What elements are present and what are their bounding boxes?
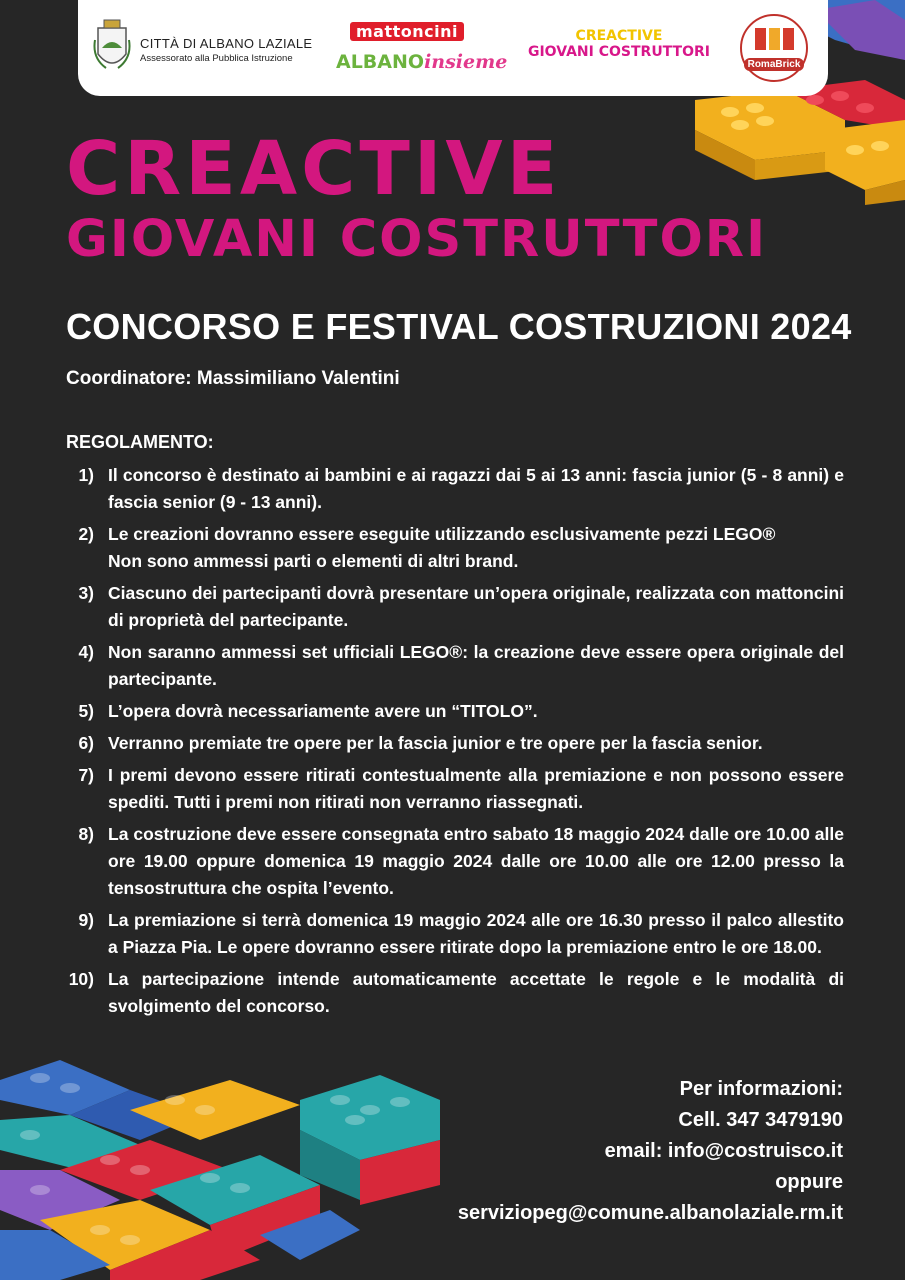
creactive-logo: [514, 28, 724, 60]
city-name: CITTÀ DI ALBANO LAZIALE: [140, 36, 313, 51]
albano-insieme-logo: [336, 51, 508, 73]
coordinator: Coordinatore: Massimiliano Valentini: [66, 368, 400, 389]
title-creactive: CREACTIVE: [66, 126, 562, 212]
romabrick-icon: [742, 28, 806, 52]
rule-item: [56, 462, 844, 516]
rule-text: [108, 521, 844, 575]
rule-item: [56, 730, 844, 757]
regolamento-heading: REGOLAMENTO:: [66, 432, 214, 452]
city-label: [140, 36, 312, 64]
contact-oppure: oppure: [775, 1171, 843, 1193]
rule-number: 8): [78, 824, 94, 844]
mattoncini-logo: [336, 22, 508, 82]
insieme-logo-text: insieme: [424, 51, 508, 73]
rule-item: [56, 521, 844, 575]
title-giovani-costruttori: GIOVANI COSTRUTTORI: [66, 210, 768, 269]
rule-item: [56, 821, 844, 902]
contact-email[interactable]: email: info@costruisco.it: [604, 1140, 843, 1162]
rule-number: 7): [78, 765, 94, 785]
contacts-block: [458, 1074, 843, 1229]
rule-number: 3): [78, 583, 94, 603]
city-crest-icon: [92, 18, 132, 74]
rule-number: 1): [78, 465, 94, 485]
creactive-logo-line1: CREACTIVE: [575, 28, 663, 44]
logo-bar: [78, 0, 828, 96]
rule-item: [56, 762, 844, 816]
lego-bricks-decoration-bottom: [0, 1060, 450, 1280]
contacts-heading: Per informazioni:: [679, 1078, 843, 1100]
contact-email-alt[interactable]: serviziopeg@comune.albanolaziale.rm.it: [457, 1202, 843, 1224]
rule-item: [56, 639, 844, 693]
rule-number: 6): [78, 733, 94, 753]
rule-text: La premiazione si terrà domenica 19 maggio 2024 alle ore 16.30 presso il palco allestito a Piazza Pia. Le opere dovranno essere ritirate dopo la premiazione entro le ore 18.00.: [108, 910, 844, 957]
rule-number: 4): [78, 642, 94, 662]
subtitle: CONCORSO E FESTIVAL COSTRUZIONI 2024: [66, 306, 852, 347]
city-department: Assessorato alla Pubblica Istruzione: [140, 53, 293, 64]
rule-text: Il concorso è destinato ai bambini e ai ragazzi dai 5 ai 13 anni: fascia junior (5 - 8 anni) e fascia senior (9 - 13 anni).: [108, 465, 844, 512]
contact-phone[interactable]: Cell. 347 3479190: [678, 1109, 843, 1131]
rule-number: 5): [78, 701, 94, 721]
rule-item: [56, 966, 844, 1020]
creactive-logo-line2: GIOVANI COSTRUTTORI: [527, 44, 710, 60]
rule-text: La partecipazione intende automaticamente accettate le regole e le modalità di svolgimento del concorso.: [108, 969, 844, 1016]
rule-item: [56, 698, 844, 725]
romabrick-logo-text: RomaBrick: [744, 58, 805, 71]
rule-text-line1: Le creazioni dovranno essere eseguite utilizzando esclusivamente pezzi LEGO®: [108, 524, 776, 544]
rule-text: L’opera dovrà necessariamente avere un “TITOLO”.: [108, 701, 538, 721]
mattoncini-logo-text: mattoncini: [350, 22, 464, 41]
rule-number: 10): [68, 969, 94, 989]
rule-text: La costruzione deve essere consegnata entro sabato 18 maggio 2024 dalle ore 10.00 alle ore 19.00 oppure domenica 19 maggio 2024 dalle ore 10.00 alle ore 12.00 presso la tensostruttura che ospita l’evento.: [108, 824, 844, 898]
romabrick-logo: [740, 14, 808, 82]
albano-logo-text: ALBANO: [336, 51, 425, 73]
rule-number: 9): [78, 910, 94, 930]
rule-text-line2: Non sono ammessi parti o elementi di altri brand.: [108, 551, 519, 571]
rule-text: I premi devono essere ritirati contestualmente alla premiazione e non possono essere spediti. Tutti i premi non ritirati non verranno riassegnati.: [108, 765, 844, 812]
rule-text: Non saranno ammessi set ufficiali LEGO®: la creazione deve essere opera originale del partecipante.: [108, 642, 844, 689]
rules-list: [56, 462, 844, 1025]
rule-text: Verranno premiate tre opere per la fascia junior e tre opere per la fascia senior.: [108, 733, 763, 753]
rule-item: [56, 907, 844, 961]
rule-text: Ciascuno dei partecipanti dovrà presentare un’opera originale, realizzata con mattoncini di proprietà del partecipante.: [108, 583, 844, 630]
rule-number: 2): [78, 524, 94, 544]
rule-item: [56, 580, 844, 634]
